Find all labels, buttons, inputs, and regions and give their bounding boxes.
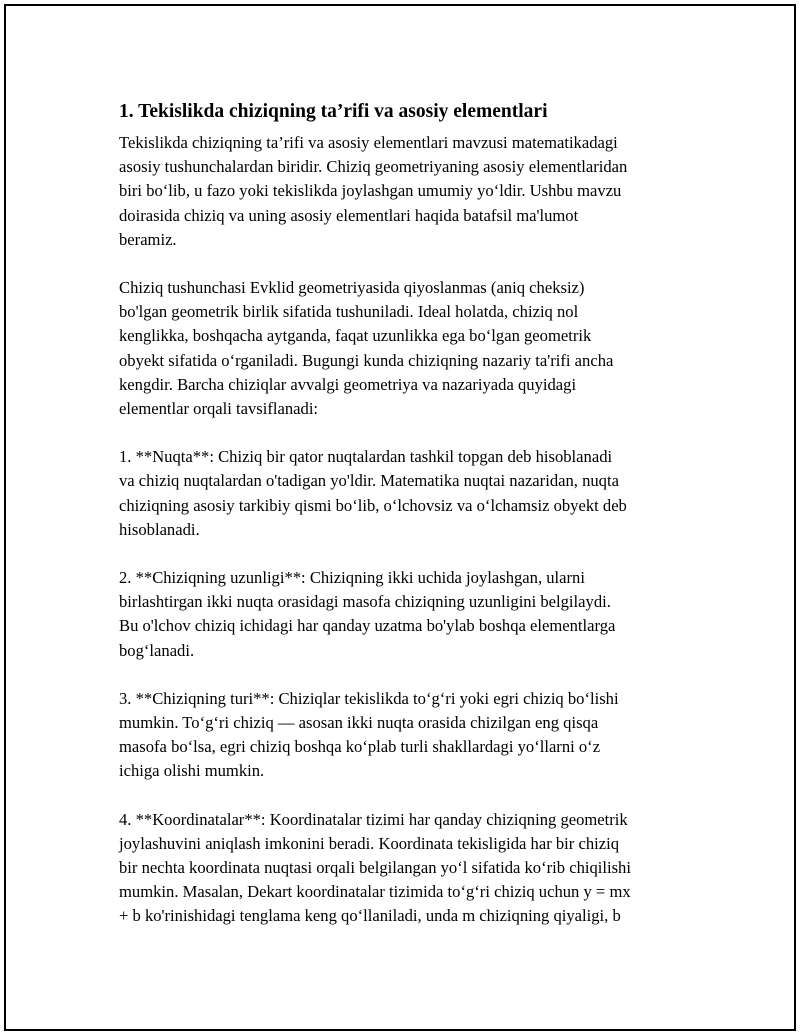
text-line: joylashuvini aniqlash imkonini beradi. Koordinata tekisligida har bir chiziq bbox=[119, 833, 620, 853]
text-line: va chiziq nuqtalardan o'tadigan yo'ldir. Matematika nuqtai nazaridan, nuqta bbox=[119, 471, 619, 491]
text-line: Bu o'lchov chiziq ichidagi har qanday uzatma bo'ylab boshqa elementlarga bbox=[119, 616, 616, 636]
text-line: + b ko'rinishidagi tenglama keng qo‘llaniladi, unda m chiziqning qiyaligi, b bbox=[119, 906, 621, 926]
paragraph-length bbox=[119, 566, 699, 663]
text-line: bir nechta koordinata nuqtasi orqali belgilangan yo‘l sifatida ko‘rib chiqilishi bbox=[119, 858, 631, 878]
paragraph-coordinates bbox=[119, 808, 699, 929]
text-line: 2. **Chiziqning uzunligi**: Chiziqning ikki uchida joylashgan, ularni bbox=[119, 568, 585, 588]
text-line: bog‘lanadi. bbox=[119, 640, 195, 660]
text-line: hisoblanadi. bbox=[119, 519, 200, 539]
text-line: obyekt sifatida o‘rganiladi. Bugungi kunda chiziqning nazariy ta'rifi ancha bbox=[119, 350, 614, 370]
text-line: kenglikka, boshqacha aytganda, faqat uzunlikka ega bo‘lgan geometrik bbox=[119, 326, 592, 346]
text-line: doirasida chiziq va uning asosiy elementlari haqida batafsil ma'lumot bbox=[119, 205, 579, 225]
text-line: 1. **Nuqta**: Chiziq bir qator nuqtalardan tashkil topgan deb hisoblanadi bbox=[119, 447, 613, 467]
text-line: birlashtirgan ikki nuqta orasidagi masofa chiziqning uzunligini belgilaydi. bbox=[119, 592, 611, 612]
text-line: 3. **Chiziqning turi**: Chiziqlar tekislikda to‘g‘ri yoki egri chiziq bo‘lishi bbox=[119, 688, 619, 708]
text-line: mumkin. Masalan, Dekart koordinatalar tizimida to‘g‘ri chiziq uchun y = mx bbox=[119, 882, 631, 902]
text-line: beramiz. bbox=[119, 229, 177, 249]
document-body bbox=[119, 99, 699, 953]
page-frame bbox=[4, 4, 796, 1031]
text-line: Chiziq tushunchasi Evklid geometriyasida qiyoslanmas (aniq cheksiz) bbox=[119, 278, 585, 298]
text-line: 4. **Koordinatalar**: Koordinatalar tizimi har qanday chiziqning geometrik bbox=[119, 809, 628, 829]
section-heading: 1. Tekislikda chiziqning ta’rifi va asosiy elementlari bbox=[119, 101, 548, 122]
paragraph-point bbox=[119, 445, 699, 542]
text-line: elementlar orqali tavsiflanadi: bbox=[119, 399, 319, 419]
text-line: bo'lgan geometrik birlik sifatida tushuniladi. Ideal holatda, chiziq nol bbox=[119, 302, 579, 322]
text-line: asosiy tushunchalardan biridir. Chiziq geometriyaning asosiy elementlaridan bbox=[119, 157, 628, 177]
text-line: biri bo‘lib, u fazo yoki tekislikda joylashgan umumiy yo‘ldir. Ushbu mavzu bbox=[119, 181, 622, 201]
paragraph-definition bbox=[119, 276, 699, 421]
text-line: chiziqning asosiy tarkibiy qismi bo‘lib, o‘lchovsiz va o‘lchamsiz obyekt deb bbox=[119, 495, 627, 515]
text-line: mumkin. To‘g‘ri chiziq — asosan ikki nuqta orasida chizilgan eng qisqa bbox=[119, 713, 599, 733]
text-line: ichiga olishi mumkin. bbox=[119, 761, 265, 781]
text-line: kengdir. Barcha chiziqlar avvalgi geometriya va nazariyada quyidagi bbox=[119, 374, 577, 394]
paragraph-type bbox=[119, 687, 699, 784]
paragraph-intro bbox=[119, 131, 699, 252]
text-line: masofa bo‘lsa, egri chiziq boshqa ko‘plab turli shakllardagi yo‘llarni o‘z bbox=[119, 737, 601, 757]
text-line: Tekislikda chiziqning ta’rifi va asosiy elementlari mavzusi matematikadagi bbox=[119, 133, 618, 152]
